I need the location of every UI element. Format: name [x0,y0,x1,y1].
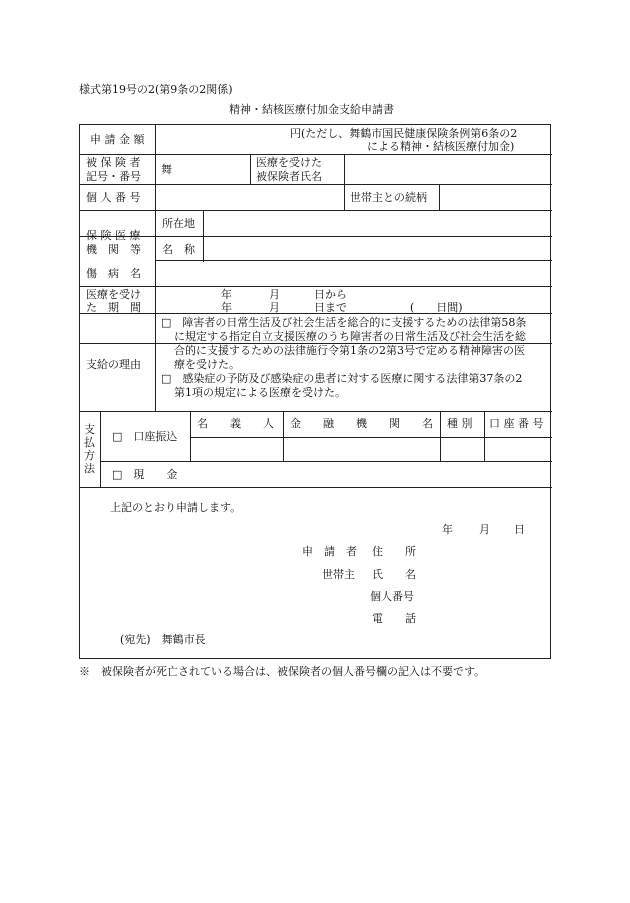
insured-number-label-line2: 記号・番号 [86,170,141,183]
insured-name-label-line2: 被保険者氏名 [256,170,322,183]
reason-option-mental-line4: 療を受けた。 [174,358,240,371]
application-statement: 上記のとおり申請します。 [110,501,242,514]
period-label-line2: た 期 間 [86,301,141,314]
period-to-month: 月 [269,301,280,314]
payment-label-char3: 方 [84,449,95,462]
reason-option-mental-line1[interactable]: □ 障害者の日常生活及び社会生活を総合的に支援するための法律第58条 [161,316,527,329]
payment-label-char4: 法 [84,462,95,475]
facility-address-label: 所在地 [162,217,195,230]
period-days: ( 日間) [410,301,463,314]
account-number-header: 口 座 番 号 [489,417,544,430]
insured-name-label-line1: 医療を受けた [256,156,322,169]
application-date-year: 年 [442,523,453,536]
personal-number-label: 個 人 番 号 [86,191,141,204]
applicant-name-label: 氏 名 [372,568,416,581]
disease-label: 傷 病 名 [86,267,141,280]
reason-label: 支給の理由 [86,358,141,371]
amount-note-line2: による精神・結核医療付加金) [367,140,515,153]
application-date-day: 日 [514,523,525,536]
relation-label: 世帯主との続柄 [350,191,427,204]
period-from-month: 月 [269,288,280,301]
account-holder-header: 名 義 人 [197,417,274,430]
application-form-table [79,124,551,659]
applicant-address-label: 住 所 [372,545,416,558]
period-from-year: 年 [221,288,232,301]
form-title: 精神・結核医療付加金支給申請書 [229,103,394,116]
facility-name-label: 名 称 [162,243,195,256]
footnote: ※ 被保険者が死亡されている場合は、被保険者の個人番号欄の記入は不要です。 [79,665,486,678]
applicant-phone-label: 電 話 [372,612,416,625]
reason-option-mental-line2: に規定する指定自立支援医療のうち障害者の日常生活及び社会生活を総 [174,330,526,343]
period-label-line1: 医療を受け [86,288,141,301]
addressee: (宛先) 舞鶴市長 [120,633,206,646]
reason-option-mental-line3: 合的に支援するための法律施行令第1条の2第3号で定める精神障害の医 [174,344,525,357]
period-to-day: 日まで [314,301,347,314]
facility-label-line1: 保 険 医 療 [86,229,141,242]
bank-name-header: 金 融 機 関 名 [290,417,433,430]
applicant-personal-number-label: 個人番号 [370,590,414,603]
period-from-day: 日から [314,288,347,301]
account-type-header: 種 別 [447,417,473,430]
payment-cash-option[interactable]: □ 現 金 [112,468,178,481]
facility-label-line2: 機 関 等 [86,243,141,256]
householder-label: 世帯主 [322,568,355,581]
application-date-month: 月 [479,523,490,536]
amount-label: 申 請 金 額 [90,133,145,146]
amount-note-line1: 円(ただし、舞鶴市国民健康保険条例第6条の2 [290,127,518,140]
form-number: 様式第19号の2(第9条の2関係) [79,83,233,96]
payment-label-char1: 支 [84,423,95,436]
reason-option-tb-line1[interactable]: □ 感染症の予防及び感染症の患者に対する医療に関する法律第37条の2 [161,372,523,385]
reason-option-tb-line2: 第1項の規定による医療を受けた。 [174,386,346,399]
period-to-year: 年 [221,301,232,314]
insured-number-label-line1: 被 保 険 者 [86,156,141,169]
insured-number-value[interactable]: 舞 [161,163,172,176]
payment-label-char2: 払 [84,436,95,449]
payment-transfer-option[interactable]: □ 口座振込 [112,430,178,443]
applicant-label: 申 請 者 [302,545,357,558]
